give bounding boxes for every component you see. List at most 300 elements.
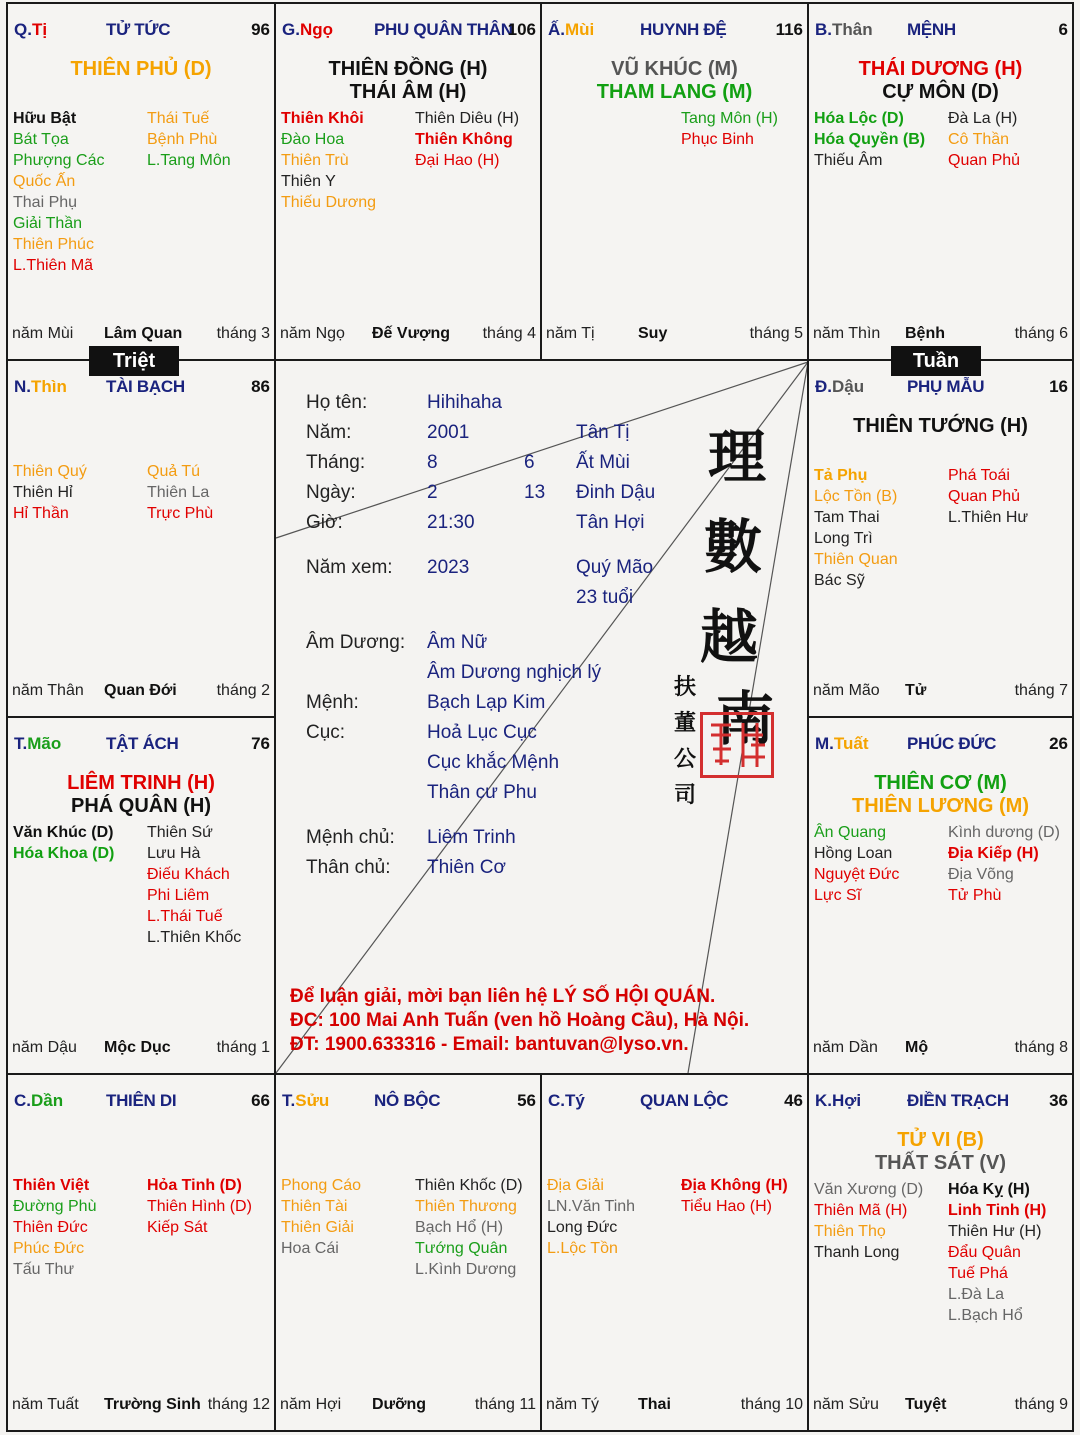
palace-d-dau xyxy=(807,359,1074,718)
minor-star: Lực Sĩ xyxy=(814,887,862,904)
minor-star: Thiên Không xyxy=(415,131,513,148)
main-stars xyxy=(809,772,1072,818)
minor-star: Tam Thai xyxy=(814,509,880,526)
main-star: THÁI DƯƠNG (H) xyxy=(858,58,1023,80)
minor-stars-right xyxy=(415,108,519,171)
minor-star: Hóa Kỵ (H) xyxy=(948,1181,1030,1198)
palace-header xyxy=(282,20,536,42)
palace-life-stage: Tử xyxy=(905,682,927,699)
palace-house-name: HUYNH ĐỆ xyxy=(640,20,727,39)
minor-star: Hóa Quyền (B) xyxy=(814,131,926,148)
palace-year: năm Tị xyxy=(546,325,595,342)
palace-number: 26 xyxy=(1049,734,1068,753)
minor-star: Địa Võng xyxy=(948,866,1014,883)
minor-star: Tử Phù xyxy=(948,887,1002,904)
palace-branch-name: Sửu xyxy=(295,1091,330,1110)
palace-q-ti xyxy=(6,2,276,361)
menh-label: Mệnh: xyxy=(306,692,359,713)
palace-year: năm Dậu xyxy=(12,1039,77,1056)
day-value: 2 xyxy=(427,482,438,503)
red-seal-stamp xyxy=(700,712,774,778)
palace-house-name: MỆNH xyxy=(907,20,956,39)
palace-month: tháng 3 xyxy=(216,325,270,342)
month-value: 8 xyxy=(427,452,438,473)
palace-life-stage: Suy xyxy=(638,325,668,342)
minor-star: Hoa Cái xyxy=(281,1240,339,1257)
palace-branch-name: Dậu xyxy=(832,377,865,396)
palace-number: 76 xyxy=(251,734,270,753)
palace-footer xyxy=(546,1396,803,1416)
main-star: PHÁ QUÂN (H) xyxy=(71,795,211,817)
minor-star: Lộc Tồn (B) xyxy=(814,488,898,505)
palace-b-than xyxy=(807,2,1074,361)
palace-life-stage: Mộ xyxy=(905,1039,929,1056)
hour-label: Giờ: xyxy=(306,512,343,533)
palace-year: năm Tý xyxy=(546,1396,600,1413)
palace-house-name: PHU QUÂN THÂN xyxy=(374,20,513,39)
minor-stars-left xyxy=(547,1175,635,1259)
yinyang-value: Âm Nữ xyxy=(427,632,488,653)
minor-stars-right xyxy=(147,822,241,948)
palace-header xyxy=(815,1091,1068,1113)
palace-life-stage: Bệnh xyxy=(905,325,945,342)
palace-branch xyxy=(282,1091,329,1111)
minor-star: Phượng Các xyxy=(13,152,105,169)
palace-footer xyxy=(12,682,270,702)
cuc-note-2: Thân cư Phu xyxy=(427,782,537,803)
minor-star: Phi Liêm xyxy=(147,887,210,904)
palace-year: năm Thìn xyxy=(813,325,881,342)
than-chu-label: Thân chủ: xyxy=(306,857,391,878)
palace-k-hoi xyxy=(807,1073,1074,1432)
minor-star: Phục Binh xyxy=(681,131,754,148)
minor-star: Thiên Thọ xyxy=(814,1223,886,1240)
palace-house-name: ĐIỀN TRẠCH xyxy=(907,1091,1009,1110)
main-stars xyxy=(542,58,807,104)
day-label: Ngày: xyxy=(306,482,356,503)
palace-header xyxy=(815,20,1068,42)
palace-number: 66 xyxy=(251,1091,270,1110)
minor-star: LN.Văn Tinh xyxy=(547,1198,636,1215)
minor-star: Đào Hoa xyxy=(281,131,345,148)
palace-branch-name: Thìn xyxy=(31,377,67,396)
minor-star: Thiên Việt xyxy=(13,1177,90,1194)
palace-footer xyxy=(280,325,536,345)
main-stars xyxy=(8,58,274,81)
contact-line-2: ĐC: 100 Mai Anh Tuấn (ven hồ Hoàng Cầu), Hà Nội. xyxy=(290,1010,750,1031)
minor-star: Phong Cáo xyxy=(281,1177,362,1194)
palace-footer xyxy=(12,1396,270,1416)
minor-star: L.Kình Dương xyxy=(415,1261,517,1278)
minor-star: Thiên Quan xyxy=(814,551,898,568)
palace-month: tháng 11 xyxy=(474,1396,536,1413)
minor-star: Văn Khúc (D) xyxy=(13,824,114,841)
minor-star: Thiên Mã (H) xyxy=(814,1202,908,1219)
main-star: THAM LANG (M) xyxy=(596,81,753,103)
palace-year: năm Thân xyxy=(12,682,84,699)
main-star: THIÊN PHỦ (D) xyxy=(70,58,212,80)
palace-number: 96 xyxy=(251,20,270,39)
year-label: Năm: xyxy=(306,422,352,443)
minor-star: Đại Hao (H) xyxy=(415,152,500,169)
minor-star: Tang Môn (H) xyxy=(681,110,778,127)
palace-life-stage: Trường Sinh xyxy=(104,1396,201,1413)
cuc-note-1: Cục khắc Mệnh xyxy=(427,752,560,773)
minor-stars-right xyxy=(681,1175,788,1217)
palace-number: 16 xyxy=(1049,377,1068,396)
calligraphy-small-1: 扶 xyxy=(674,674,697,700)
main-star: THIÊN TƯỚNG (H) xyxy=(853,415,1028,437)
palace-branch xyxy=(14,1091,63,1111)
minor-star: Cô Thần xyxy=(948,131,1010,148)
palace-branch xyxy=(548,20,594,40)
palace-life-stage: Lâm Quan xyxy=(104,325,183,342)
minor-stars-right xyxy=(147,108,231,171)
palace-stem: T. xyxy=(282,1091,296,1110)
minor-star: Hồng Loan xyxy=(814,845,893,862)
minor-star: Bạch Hổ (H) xyxy=(415,1219,504,1236)
palace-house-name: TÀI BẠCH xyxy=(106,377,185,396)
palace-header xyxy=(14,1091,270,1113)
minor-stars-right xyxy=(948,822,1060,906)
calligraphy-small-2: 董 xyxy=(674,710,697,736)
palace-a-mui xyxy=(540,2,809,361)
name-value: Hihihaha xyxy=(427,392,502,413)
palace-footer xyxy=(813,1039,1068,1059)
palace-month: tháng 7 xyxy=(1014,682,1068,699)
main-stars xyxy=(809,58,1072,104)
palace-month: tháng 1 xyxy=(216,1039,270,1056)
minor-star: Thiên Đức xyxy=(13,1219,88,1236)
menh-value: Bạch Lạp Kim xyxy=(427,692,546,713)
main-stars xyxy=(8,772,274,818)
palace-number: 116 xyxy=(775,20,803,39)
palace-header xyxy=(14,734,270,756)
minor-star: Hóa Khoa (D) xyxy=(13,845,115,862)
palace-number: 46 xyxy=(784,1091,803,1110)
minor-star: Bát Tọa xyxy=(13,131,69,148)
minor-star: L.Bạch Hổ xyxy=(948,1307,1023,1324)
palace-number: 6 xyxy=(1058,20,1068,39)
palace-header xyxy=(815,377,1068,399)
minor-stars-left xyxy=(814,1179,923,1263)
palace-house-name: NÔ BỘC xyxy=(374,1091,441,1110)
day-canchi: Đinh Dậu xyxy=(576,482,656,503)
minor-star: Long Trì xyxy=(814,530,873,547)
palace-t-suu xyxy=(274,1073,542,1432)
palace-house-name: TỬ TỨC xyxy=(106,20,171,39)
palace-stem: C. xyxy=(548,1091,565,1110)
calligraphy-char-4: 南 xyxy=(716,685,775,753)
palace-m-tuat xyxy=(807,716,1074,1075)
palace-branch xyxy=(14,377,67,397)
minor-star: Thiếu Dương xyxy=(281,194,377,211)
minor-star: Thiếu Âm xyxy=(814,152,883,169)
minor-star: Thiên Khốc (D) xyxy=(415,1177,523,1194)
minor-star: Giải Thần xyxy=(13,215,83,232)
minor-star: Ân Quang xyxy=(814,824,887,841)
minor-star: Tuế Phá xyxy=(948,1265,1008,1282)
palace-header xyxy=(14,377,270,399)
minor-stars-right xyxy=(948,1179,1046,1326)
minor-star: L.Thiên Mã xyxy=(13,257,94,274)
calligraphy-char-3: 越 xyxy=(700,603,759,671)
minor-star: Quan Phủ xyxy=(948,488,1021,505)
minor-star: Hỉ Thần xyxy=(13,505,69,522)
minor-star: L.Đà La xyxy=(948,1286,1005,1303)
minor-star: L.Thái Tuế xyxy=(147,908,223,925)
palace-year: năm Mùi xyxy=(12,325,74,342)
palace-year: năm Mão xyxy=(813,682,880,699)
palace-branch-name: Dần xyxy=(31,1091,64,1110)
palace-number: 56 xyxy=(517,1091,536,1110)
menh-chu-value: Liêm Trinh xyxy=(427,827,516,848)
palace-footer xyxy=(12,1039,270,1059)
minor-star: Thanh Long xyxy=(814,1244,900,1261)
minor-star: Hữu Bật xyxy=(13,110,77,127)
hour-value: 21:30 xyxy=(427,512,475,533)
main-star: THIÊN ĐỒNG (H) xyxy=(328,58,488,80)
minor-star: L.Thiên Khốc xyxy=(147,929,242,946)
palace-t-mao xyxy=(6,716,276,1075)
year-canchi: Tân Tị xyxy=(576,422,630,443)
minor-star: L.Lộc Tồn xyxy=(547,1240,618,1257)
minor-star: Điếu Khách xyxy=(147,866,230,883)
palace-life-stage: Dưỡng xyxy=(372,1396,427,1413)
yinyang-note: Âm Dương nghịch lý xyxy=(427,662,602,683)
minor-star: Quan Phủ xyxy=(948,152,1021,169)
palace-stem: Q. xyxy=(14,20,32,39)
palace-life-stage: Tuyệt xyxy=(905,1396,947,1413)
palace-stem: Ấ. xyxy=(548,20,565,39)
palace-house-name: TẬT ÁCH xyxy=(106,734,179,753)
minor-star: Nguyệt Đức xyxy=(814,866,900,883)
palace-year: năm Dần xyxy=(813,1039,878,1056)
palace-branch-name: Tị xyxy=(31,20,48,39)
palace-header xyxy=(14,20,270,42)
minor-star: Thiên La xyxy=(147,484,210,501)
palace-footer xyxy=(813,1396,1068,1416)
contact-block xyxy=(290,985,749,1057)
palace-house-name: PHỤ MẪU xyxy=(907,377,985,396)
minor-stars-left xyxy=(13,461,87,524)
palace-branch-name: Thân xyxy=(832,20,873,39)
month-lunar: 6 xyxy=(524,452,535,473)
minor-stars-left xyxy=(13,822,114,864)
contact-line-1: Để luận giải, mời bạn liên hệ LÝ SỐ HỘI QUÁN. xyxy=(290,986,716,1007)
minor-stars-left xyxy=(13,1175,96,1280)
minor-star: Thai Phụ xyxy=(13,194,78,211)
palace-branch-name: Mùi xyxy=(565,20,595,39)
month-label: Tháng: xyxy=(306,452,366,473)
palace-footer xyxy=(813,325,1068,345)
minor-stars-left xyxy=(814,108,925,171)
view-year-value: 2023 xyxy=(427,557,470,578)
palace-stem: M. xyxy=(815,734,834,753)
minor-star: Văn Xương (D) xyxy=(814,1181,924,1198)
minor-stars-right xyxy=(147,461,213,524)
minor-star: Thiên Hỉ xyxy=(13,484,73,501)
minor-stars-left xyxy=(281,108,376,213)
minor-star: Thái Tuế xyxy=(147,110,210,127)
minor-star: Thiên Y xyxy=(281,173,336,190)
main-star: THIÊN LƯƠNG (M) xyxy=(852,795,1029,817)
triet-tag: Triệt xyxy=(89,346,179,376)
palace-year: năm Hợi xyxy=(280,1396,342,1413)
palace-house-name: THIÊN DI xyxy=(106,1091,177,1110)
minor-star: Long Đức xyxy=(547,1219,618,1236)
minor-star: Thiên Hình (D) xyxy=(147,1198,252,1215)
palace-branch xyxy=(548,1091,585,1111)
main-star: TỬ VI (B) xyxy=(897,1129,984,1151)
cuc-value: Hoả Lục Cục xyxy=(427,722,537,743)
palace-footer xyxy=(813,682,1068,702)
palace-branch-name: Tý xyxy=(565,1091,585,1110)
palace-month: tháng 2 xyxy=(216,682,270,699)
minor-star: Địa Giải xyxy=(547,1177,604,1194)
palace-month: tháng 6 xyxy=(1014,325,1068,342)
minor-star: Thiên Tài xyxy=(281,1198,348,1215)
minor-star: Phúc Đức xyxy=(13,1240,85,1257)
palace-life-stage: Quan Đới xyxy=(104,682,177,699)
minor-star: Bệnh Phù xyxy=(147,131,218,148)
palace-month: tháng 9 xyxy=(1014,1396,1068,1413)
palace-branch xyxy=(815,377,864,397)
main-stars xyxy=(276,58,540,104)
main-star: THIÊN CƠ (M) xyxy=(874,772,1007,794)
main-stars xyxy=(809,1129,1072,1175)
palace-stem: Đ. xyxy=(815,377,832,396)
palace-stem: K. xyxy=(815,1091,832,1110)
minor-star: Tấu Thư xyxy=(13,1261,75,1278)
menh-chu-label: Mệnh chủ: xyxy=(306,827,395,848)
main-stars xyxy=(809,415,1072,438)
hour-canchi: Tân Hợi xyxy=(576,512,645,533)
palace-header xyxy=(815,734,1068,756)
minor-star: Thiên Thương xyxy=(415,1198,517,1215)
palace-c-ty xyxy=(540,1073,809,1432)
palace-branch-name: Tuất xyxy=(833,734,869,753)
name-label: Họ tên: xyxy=(306,392,368,413)
palace-number: 86 xyxy=(251,377,270,396)
main-star: THÁI ÂM (H) xyxy=(349,81,467,103)
calligraphy-small-4: 司 xyxy=(674,782,697,808)
palace-stem: G. xyxy=(282,20,300,39)
minor-star: Bác Sỹ xyxy=(814,572,865,589)
year-value: 2001 xyxy=(427,422,470,443)
palace-header xyxy=(548,1091,803,1113)
palace-month: tháng 12 xyxy=(207,1396,270,1413)
minor-stars-left xyxy=(13,108,104,276)
minor-star: Tướng Quân xyxy=(415,1240,508,1257)
palace-n-thin xyxy=(6,359,276,718)
minor-stars-left xyxy=(281,1175,361,1259)
main-star: LIÊM TRINH (H) xyxy=(67,772,215,794)
palace-number: 36 xyxy=(1049,1091,1068,1110)
than-chu-value: Thiên Cơ xyxy=(427,857,506,878)
minor-star: Đẩu Quân xyxy=(948,1244,1021,1261)
main-star: THẤT SÁT (V) xyxy=(874,1152,1007,1174)
palace-branch-name: Mão xyxy=(27,734,62,753)
minor-star: Quả Tú xyxy=(147,463,201,480)
minor-stars-right xyxy=(948,108,1020,171)
calligraphy-char-2: 數 xyxy=(704,513,763,581)
palace-stem: T. xyxy=(14,734,28,753)
palace-month: tháng 8 xyxy=(1014,1039,1068,1056)
minor-stars-left xyxy=(814,465,898,591)
minor-star: Kiếp Sát xyxy=(147,1219,208,1236)
palace-life-stage: Mộc Dục xyxy=(104,1039,171,1056)
palace-year: năm Sửu xyxy=(813,1396,879,1413)
minor-stars-right xyxy=(147,1175,252,1238)
minor-stars-right xyxy=(681,108,778,150)
palace-g-ngo xyxy=(274,2,542,361)
palace-branch xyxy=(14,20,47,40)
minor-star: Địa Không (H) xyxy=(681,1177,788,1194)
minor-star: Quốc Ấn xyxy=(13,173,76,190)
palace-header xyxy=(548,20,803,42)
age-value: 23 tuổi xyxy=(576,587,634,608)
palace-year: năm Ngọ xyxy=(280,325,345,342)
minor-star: Linh Tinh (H) xyxy=(948,1202,1047,1219)
minor-stars-left xyxy=(814,822,899,906)
minor-star: Trực Phù xyxy=(147,505,214,522)
palace-stem: C. xyxy=(14,1091,31,1110)
calligraphy-small-3: 公 xyxy=(674,746,697,772)
palace-house-name: QUAN LỘC xyxy=(640,1091,729,1110)
palace-month: tháng 5 xyxy=(749,325,803,342)
minor-star: Lưu Hà xyxy=(147,845,201,862)
minor-star: Thiên Phúc xyxy=(13,236,94,253)
minor-star: Tả Phụ xyxy=(814,467,868,484)
minor-star: Đà La (H) xyxy=(948,110,1018,127)
palace-header xyxy=(282,1091,536,1113)
view-year-label: Năm xem: xyxy=(306,557,393,578)
palace-branch xyxy=(815,20,873,40)
day-lunar: 13 xyxy=(524,482,546,503)
minor-star: Đường Phù xyxy=(13,1198,97,1215)
palace-footer xyxy=(12,325,270,345)
palace-month: tháng 4 xyxy=(482,325,536,342)
palace-branch-name: Hợi xyxy=(832,1091,862,1110)
minor-star: Kình dương (D) xyxy=(948,824,1060,841)
minor-star: Hóa Lộc (D) xyxy=(814,110,904,127)
palace-branch xyxy=(815,734,869,754)
minor-star: Thiên Trù xyxy=(281,152,349,169)
view-year-canchi: Quý Mão xyxy=(576,557,654,578)
minor-star: Thiên Quý xyxy=(13,463,87,480)
palace-life-stage: Thai xyxy=(638,1396,671,1413)
minor-star: Địa Kiếp (H) xyxy=(948,845,1039,862)
minor-star: L.Thiên Hư xyxy=(948,509,1029,526)
main-star: VŨ KHÚC (M) xyxy=(611,58,738,80)
minor-stars-right xyxy=(415,1175,523,1280)
minor-star: Thiên Giải xyxy=(281,1219,354,1236)
palace-stem: N. xyxy=(14,377,31,396)
palace-c-dan xyxy=(6,1073,276,1432)
palace-footer xyxy=(546,325,803,345)
minor-star: L.Tang Môn xyxy=(147,152,231,169)
tuan-tag: Tuần xyxy=(891,346,981,376)
minor-star: Thiên Sứ xyxy=(147,824,213,841)
palace-stem: B. xyxy=(815,20,832,39)
palace-footer xyxy=(280,1396,536,1416)
calligraphy-char-1: 理 xyxy=(708,423,767,491)
minor-star: Thiên Hư (H) xyxy=(948,1223,1042,1240)
minor-stars-right xyxy=(948,465,1028,528)
palace-month: tháng 10 xyxy=(740,1396,803,1413)
contact-line-3: ĐT: 1900.633316 - Email: bantuvan@lyso.vn. xyxy=(290,1034,689,1055)
